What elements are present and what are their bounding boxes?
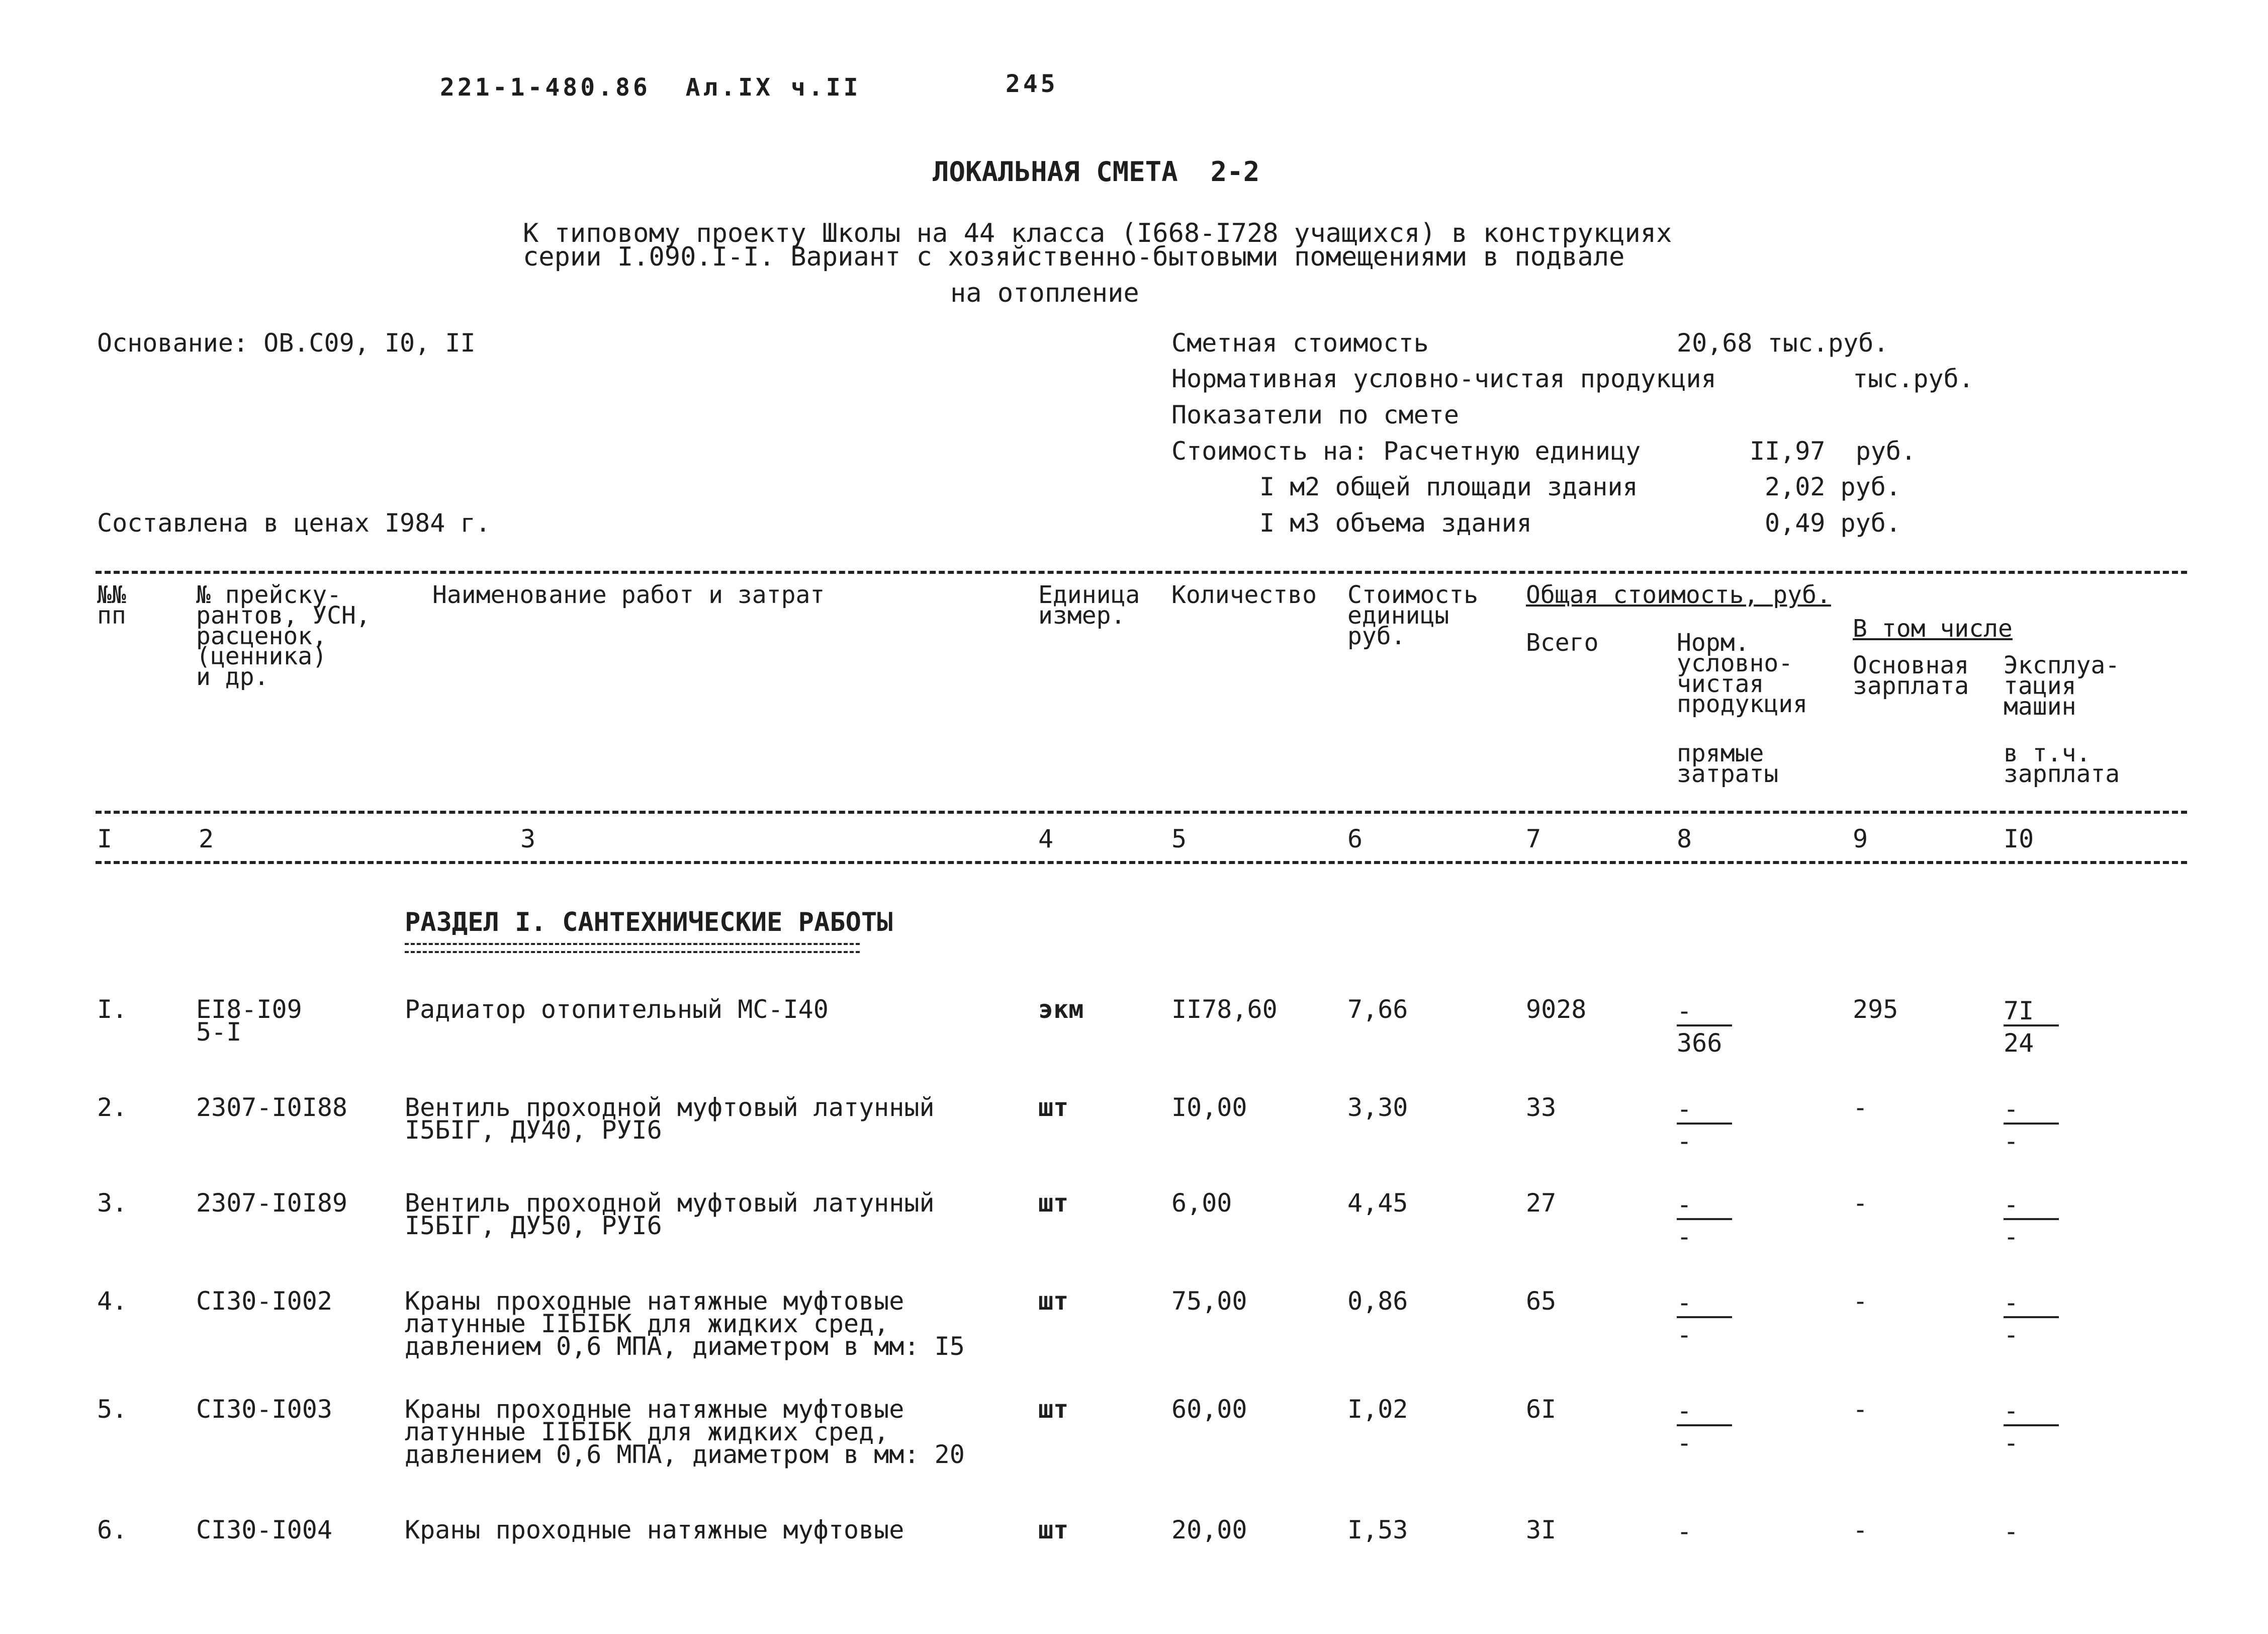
- row-price-code: СI30-I004: [196, 1515, 332, 1544]
- row-price-code: СI30-I003: [196, 1395, 332, 1424]
- subtitle-line-3: на отопление: [950, 278, 1139, 308]
- row-base-salary: -: [1853, 1395, 1868, 1424]
- row-price-code: 2307-I0I89: [196, 1188, 348, 1218]
- row-norm-product-top: -: [1677, 998, 1732, 1026]
- row-machine-cost-bottom: 24: [2004, 1028, 2034, 1058]
- section-title: РАЗДЕЛ I. САНТЕХНИЧЕСКИЕ РАБОТЫ: [405, 907, 893, 937]
- col-10-header-top: Эксплуа- тация машин: [2004, 651, 2120, 721]
- row-machine-cost: [2004, 1398, 2079, 1455]
- row-machine-cost-bottom: -: [2004, 1320, 2019, 1349]
- row-machine-cost-bottom: -: [2004, 1127, 2019, 1156]
- row-unit: шт: [1038, 1188, 1069, 1218]
- col-8-header-top: Норм. условно- чистая продукция: [1677, 629, 1808, 719]
- row-unit-price: 0,86: [1347, 1286, 1408, 1316]
- subtitle-line-2: серии I.090.I-I. Вариант с хозяйственно-бытовыми помещениями в подвале: [523, 242, 1625, 272]
- unit-cost-label: Стоимость на: Расчетную единицу: [1171, 437, 1641, 466]
- row-machine-cost-bottom: -: [2004, 1428, 2019, 1457]
- row-work-name: Вентиль проходной муфтовый латунный I5БIГ, ДУ40, РУI6: [405, 1093, 935, 1145]
- row-machine-cost: [2004, 998, 2079, 1056]
- row-work-name: Краны проходные натяжные муфтовые латунные IIБIБК для жидких сред, давлением 0,6 МПА, диаметром в мм: I5: [405, 1286, 965, 1361]
- col-4-header: Единица измер.: [1038, 581, 1140, 630]
- row-number: I.: [97, 995, 128, 1024]
- col-2-header: № прейску- рантов, УСН, расценок, (ценника) и др.: [196, 581, 371, 692]
- row-unit-price: I,02: [1347, 1395, 1408, 1424]
- col-num-4: 4: [1038, 824, 1054, 853]
- row-norm-product-bottom: -: [1677, 1428, 1692, 1457]
- row-price-code: ЕI8-I09 5-I: [196, 995, 302, 1047]
- row-unit: шт: [1038, 1395, 1069, 1424]
- section-underline: [405, 943, 860, 953]
- row-number: 3.: [97, 1188, 128, 1218]
- row-quantity: 20,00: [1171, 1515, 1247, 1544]
- indicators-label: Показатели по смете: [1171, 400, 1459, 429]
- row-total: 65: [1526, 1286, 1557, 1316]
- row-norm-product: [1677, 1398, 1752, 1455]
- col-1-header: №№ пп: [97, 581, 126, 630]
- header-rule-mid: [96, 811, 2187, 814]
- row-machine-cost: [2004, 1519, 2079, 1549]
- row-norm-product-top: -: [1677, 1096, 1732, 1125]
- col-num-2: 2: [199, 824, 214, 853]
- m2-label: I м2 общей площади здания: [1259, 472, 1638, 501]
- row-total: 3I: [1526, 1515, 1557, 1544]
- row-norm-product: [1677, 1519, 1752, 1549]
- col-8-header-bottom: прямые затраты: [1677, 739, 1779, 788]
- row-price-code: 2307-I0I88: [196, 1093, 348, 1122]
- col-num-1: I: [97, 824, 113, 853]
- col-5-header: Количество: [1171, 581, 1317, 609]
- row-norm-product-top: -: [1677, 1517, 1692, 1546]
- row-work-name: Краны проходные натяжные муфтовые латунные IIБIБК для жидких сред, давлением 0,6 МПА, диаметром в мм: 20: [405, 1395, 965, 1469]
- row-quantity: 60,00: [1171, 1395, 1247, 1424]
- row-number: 5.: [97, 1395, 128, 1424]
- page-title: ЛОКАЛЬНАЯ СМЕТА 2-2: [933, 156, 1260, 188]
- row-norm-product-bottom: -: [1677, 1320, 1692, 1349]
- cost-label: Сметная стоимость: [1171, 328, 1429, 358]
- norm-value: тыс.руб.: [1853, 364, 1974, 393]
- row-base-salary: -: [1853, 1515, 1868, 1544]
- row-unit: экм: [1038, 995, 1084, 1024]
- row-number: 4.: [97, 1286, 128, 1316]
- row-total: 6I: [1526, 1395, 1557, 1424]
- row-norm-product: [1677, 1096, 1752, 1154]
- m3-label: I м3 объема здания: [1259, 508, 1532, 538]
- unit-cost-value: II,97 руб.: [1750, 437, 1917, 466]
- col-3-header: Наименование работ и затрат: [432, 581, 825, 609]
- row-machine-cost-top: 7I: [2004, 998, 2059, 1026]
- header-rule-top: [96, 571, 2187, 574]
- row-quantity: 6,00: [1171, 1188, 1232, 1218]
- row-machine-cost-top: -: [2004, 1096, 2059, 1125]
- col-num-7: 7: [1526, 824, 1541, 853]
- row-quantity: II78,60: [1171, 995, 1278, 1024]
- norm-label: Нормативная условно-чистая продукция: [1171, 364, 1716, 393]
- cost-value: 20,68 тыс.руб.: [1677, 328, 1889, 358]
- row-unit-price: 3,30: [1347, 1093, 1408, 1122]
- row-norm-product: [1677, 1192, 1752, 1249]
- m2-value: 2,02 руб.: [1765, 472, 1901, 501]
- row-base-salary: -: [1853, 1093, 1868, 1122]
- row-unit-price: 7,66: [1347, 995, 1408, 1024]
- row-work-name: Вентиль проходной муфтовый латунный I5БIГ, ДУ50, РУI6: [405, 1188, 935, 1240]
- total-cost-header: Общая стоимость, руб.: [1526, 581, 1831, 609]
- row-norm-product-bottom: -: [1677, 1127, 1692, 1156]
- row-machine-cost: [2004, 1192, 2079, 1249]
- header-rule-bottom: [96, 861, 2187, 864]
- row-work-name: Краны проходные натяжные муфтовые: [405, 1515, 904, 1544]
- col-6-header: Стоимость единицы руб.: [1347, 581, 1479, 650]
- row-base-salary: -: [1853, 1188, 1868, 1218]
- compiled-prices: Составлена в ценах I984 г.: [97, 508, 491, 538]
- row-quantity: 75,00: [1171, 1286, 1247, 1316]
- row-unit: шт: [1038, 1286, 1069, 1316]
- row-base-salary: 295: [1853, 995, 1898, 1024]
- row-norm-product-top: -: [1677, 1398, 1732, 1426]
- col-num-3: 3: [520, 824, 536, 853]
- subtitle-line-1: К типовому проекту Школы на 44 класса (I668-I728 учащихся) в конструкциях: [523, 218, 1672, 248]
- col-7-header: Всего: [1526, 629, 1599, 657]
- row-total: 33: [1526, 1093, 1557, 1122]
- row-machine-cost-top: -: [2004, 1192, 2059, 1220]
- row-norm-product-top: -: [1677, 1290, 1732, 1318]
- row-work-name: Радиатор отопительный МС-I40: [405, 995, 829, 1024]
- row-norm-product-top: -: [1677, 1192, 1732, 1220]
- row-unit-price: 4,45: [1347, 1188, 1408, 1218]
- row-machine-cost-bottom: -: [2004, 1222, 2019, 1251]
- row-number: 6.: [97, 1515, 128, 1544]
- row-base-salary: -: [1853, 1286, 1868, 1316]
- row-machine-cost-top: -: [2004, 1290, 2059, 1318]
- m3-value: 0,49 руб.: [1765, 508, 1901, 538]
- col-num-6: 6: [1347, 824, 1363, 853]
- col-num-10: I0: [2004, 824, 2034, 853]
- row-norm-product-bottom: -: [1677, 1222, 1692, 1251]
- basis: Основание: ОВ.С09, I0, II: [97, 328, 476, 358]
- row-number: 2.: [97, 1093, 128, 1122]
- row-norm-product: [1677, 998, 1752, 1056]
- col-num-8: 8: [1677, 824, 1692, 853]
- row-unit: шт: [1038, 1515, 1069, 1544]
- col-num-9: 9: [1853, 824, 1868, 853]
- row-price-code: СI30-I002: [196, 1286, 332, 1316]
- row-machine-cost-top: -: [2004, 1517, 2019, 1546]
- row-norm-product: [1677, 1290, 1752, 1347]
- row-machine-cost: [2004, 1290, 2079, 1347]
- col-10-header-bottom: в т.ч. зарплата: [2004, 739, 2120, 788]
- row-unit: шт: [1038, 1093, 1069, 1122]
- col-9-header: Основная зарплата: [1853, 651, 1969, 700]
- row-quantity: I0,00: [1171, 1093, 1247, 1122]
- page-number: 245: [1006, 70, 1058, 98]
- row-unit-price: I,53: [1347, 1515, 1408, 1544]
- row-machine-cost-top: -: [2004, 1398, 2059, 1426]
- col-num-5: 5: [1171, 824, 1187, 853]
- row-total: 27: [1526, 1188, 1557, 1218]
- row-norm-product-bottom: 366: [1677, 1028, 1722, 1058]
- document-code: 221-1-480.86 Ал.IX ч.II: [440, 73, 861, 102]
- row-total: 9028: [1526, 995, 1587, 1024]
- row-machine-cost: [2004, 1096, 2079, 1154]
- including-header: В том числе: [1853, 615, 2013, 643]
